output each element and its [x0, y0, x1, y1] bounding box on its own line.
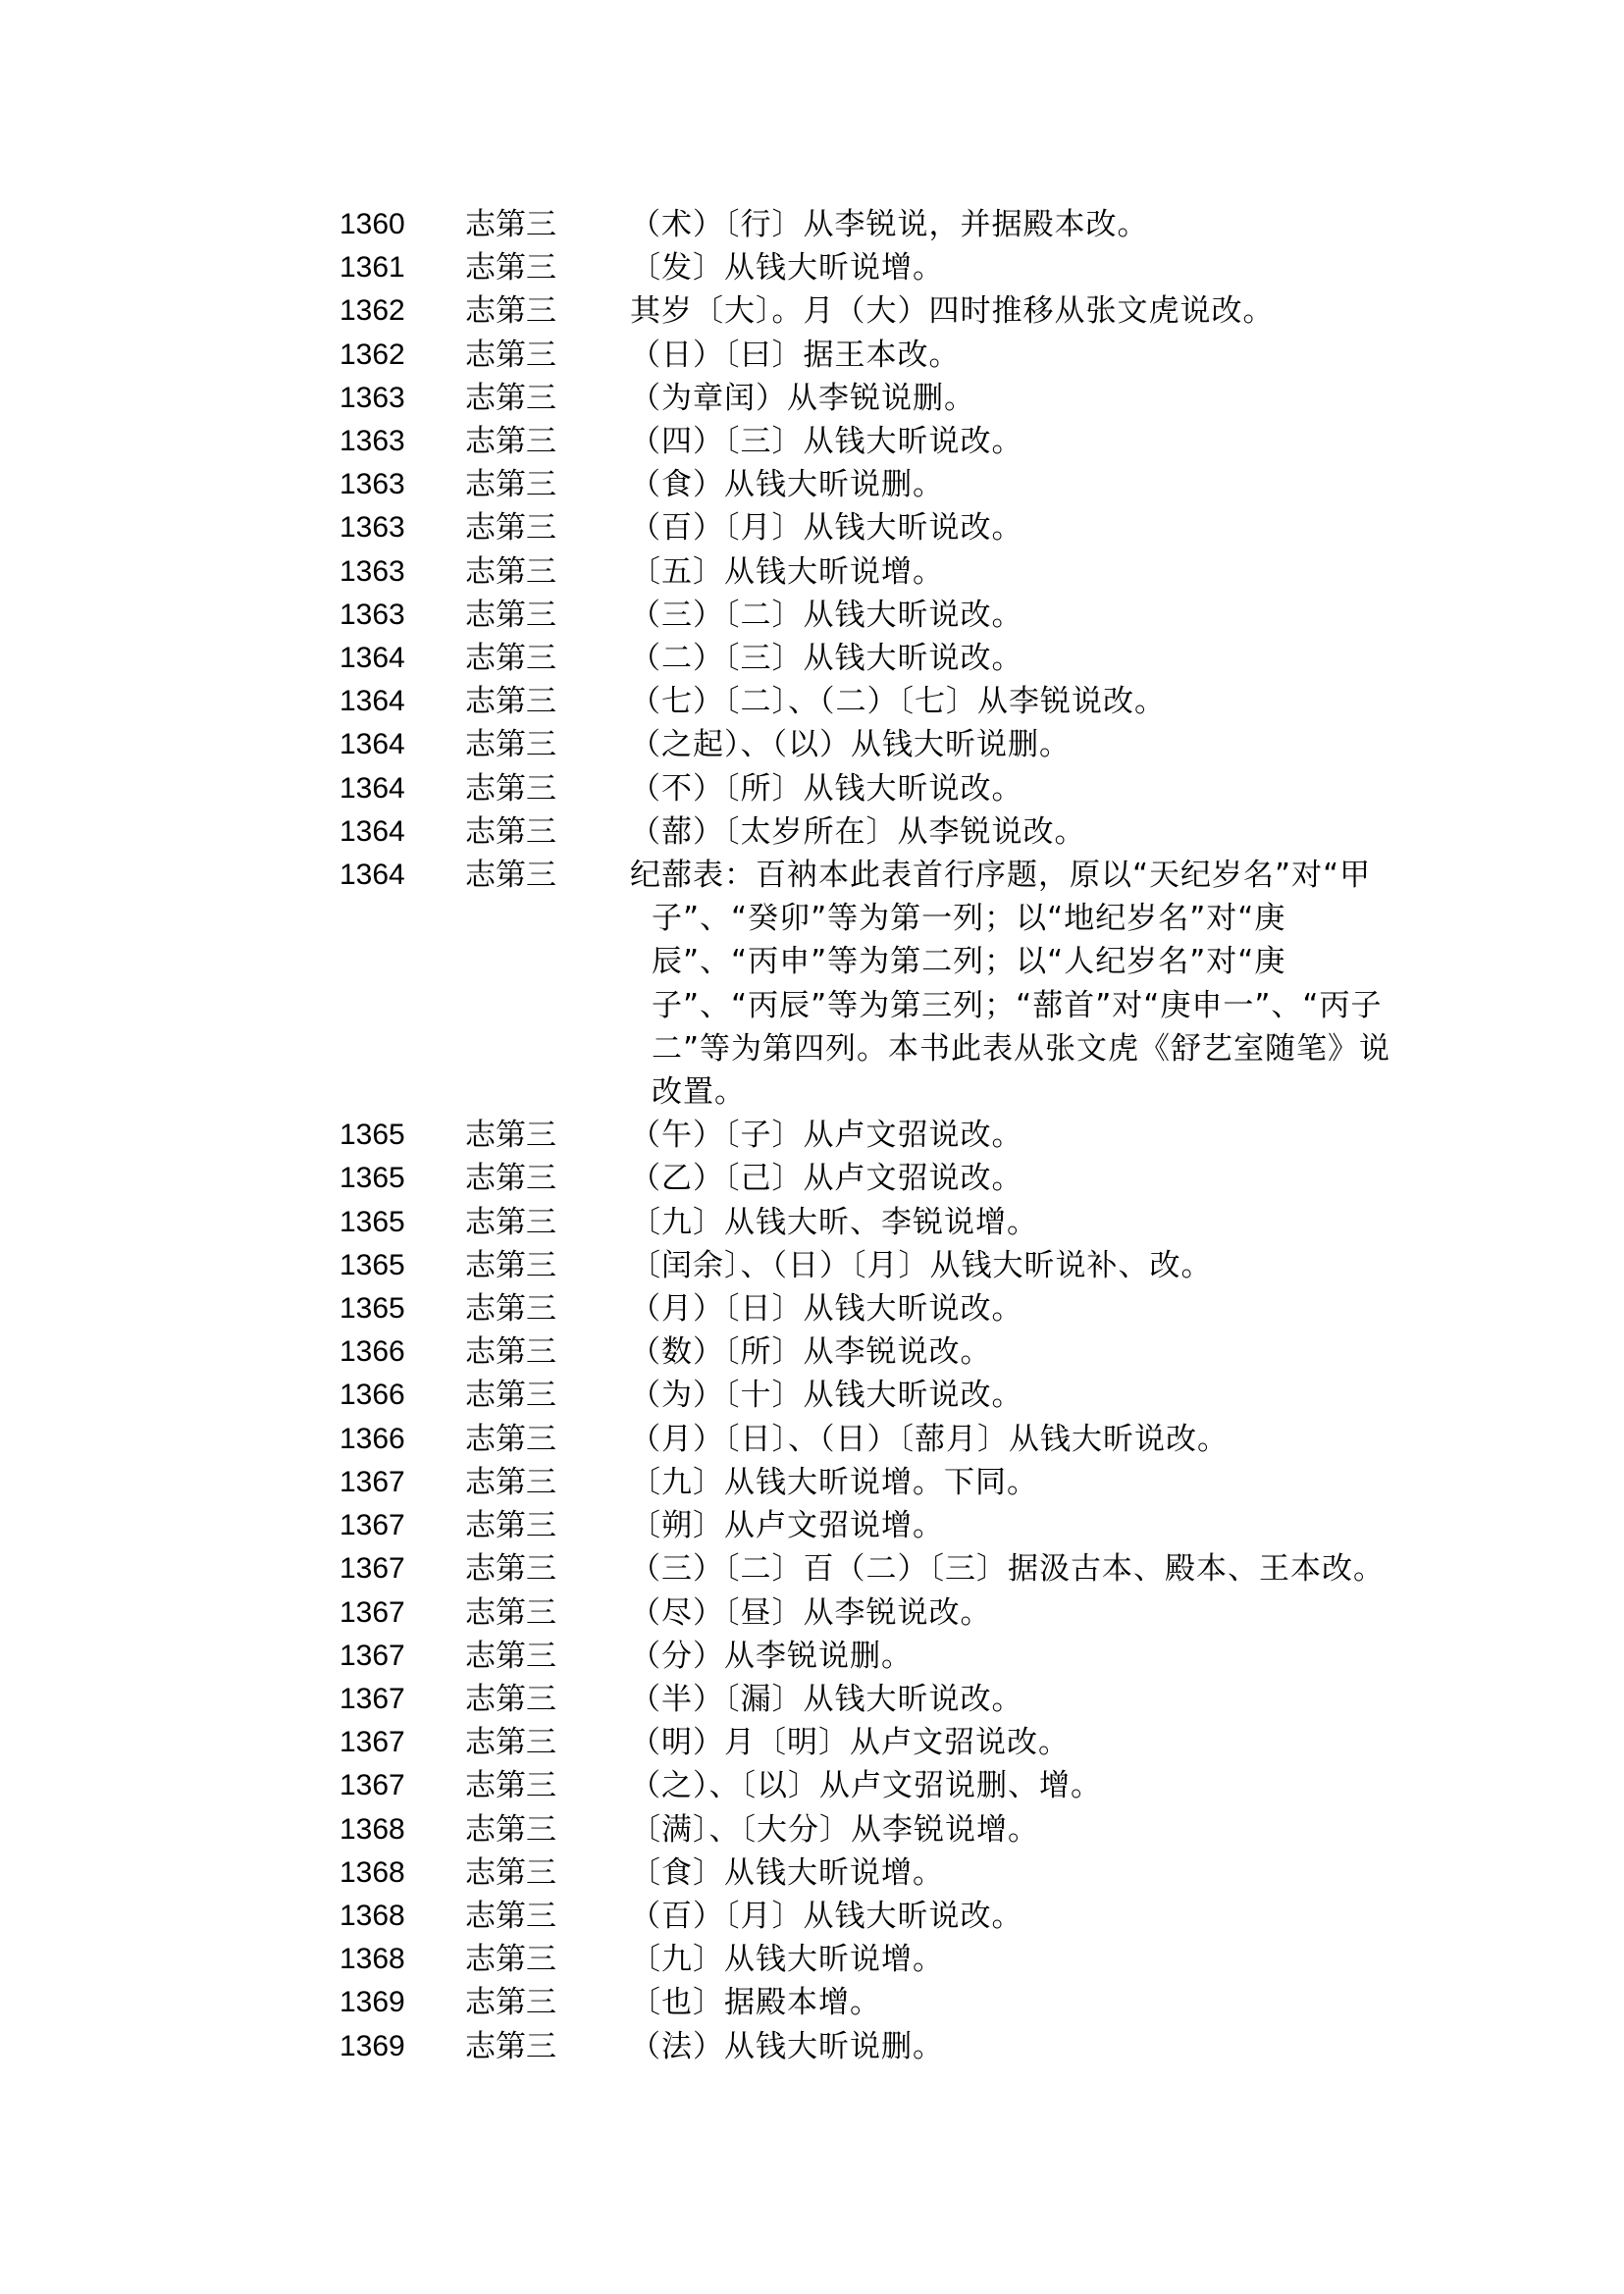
note-row	[340, 1721, 1380, 1764]
page-number: 1362	[340, 294, 405, 328]
page-number: 1367	[340, 1465, 405, 1498]
note-row	[340, 767, 1380, 810]
chapter-label: 志第三	[465, 467, 556, 503]
collation-note: （四）〔三〕从钱大昕说改。	[630, 424, 1023, 460]
page-number: 1365	[340, 1119, 405, 1152]
page-number: 1367	[340, 1726, 405, 1759]
collation-note: （午）〔子〕从卢文弨说改。	[630, 1118, 1023, 1154]
page-number: 1363	[340, 425, 405, 458]
chapter-label: 志第三	[465, 1811, 556, 1848]
note-row	[340, 1461, 1380, 1504]
note-row	[340, 1938, 1380, 1981]
collation-note: （百）〔月〕从钱大昕说改。	[630, 510, 1023, 547]
note-row	[340, 1678, 1380, 1721]
note-row	[340, 854, 1391, 1114]
note-row	[340, 1244, 1380, 1287]
page-number: 1363	[340, 511, 405, 545]
note-row	[340, 1157, 1380, 1200]
collation-note: 〔食〕从钱大昕说增。	[630, 1854, 944, 1891]
collation-note: （月）〔日〕、（日）〔蔀月〕从钱大昕说改。	[630, 1421, 1229, 1457]
page-number: 1365	[340, 1248, 405, 1281]
note-row	[340, 463, 1380, 506]
collation-note: 〔九〕从钱大昕、李锐说增。	[630, 1204, 1038, 1240]
note-row	[340, 550, 1380, 594]
page-number: 1367	[340, 1509, 405, 1542]
note-row	[340, 1851, 1380, 1895]
collation-note: （三）〔二〕百（二）〔三〕据汲古本、殿本、王本改。	[630, 1551, 1385, 1588]
page-number: 1366	[340, 1379, 405, 1412]
collation-note: （数）〔所〕从李锐说改。	[630, 1334, 992, 1371]
chapter-label: 志第三	[465, 813, 556, 850]
page-number: 1366	[340, 1422, 405, 1455]
note-row	[340, 246, 1380, 289]
chapter-label: 志第三	[465, 1681, 556, 1717]
note-row	[340, 680, 1380, 723]
page-number: 1367	[340, 1552, 405, 1586]
page-number: 1363	[340, 468, 405, 501]
collation-note: （半）〔漏〕从钱大昕说改。	[630, 1681, 1023, 1717]
chapter-label: 志第三	[465, 1551, 556, 1588]
chapter-label: 志第三	[465, 727, 556, 763]
chapter-label: 志第三	[465, 1118, 556, 1154]
chapter-label: 志第三	[465, 858, 556, 894]
chapter-label: 志第三	[465, 597, 556, 633]
chapter-label: 志第三	[465, 510, 556, 547]
note-row	[340, 1114, 1380, 1157]
collation-note: （日）〔曰〕据王本改。	[630, 337, 961, 373]
note-row	[340, 1635, 1380, 1678]
chapter-label: 志第三	[465, 553, 556, 590]
collation-note: 〔闰余〕、（日）〔月〕从钱大昕说补、改。	[630, 1247, 1213, 1283]
note-row	[340, 810, 1380, 854]
note-row	[340, 289, 1380, 333]
chapter-label: 志第三	[465, 641, 556, 677]
page-number: 1364	[340, 642, 405, 675]
page-number: 1364	[340, 859, 405, 892]
collation-note: （尽）〔昼〕从李锐说改。	[630, 1594, 992, 1631]
collation-note: （为）〔十〕从钱大昕说改。	[630, 1378, 1023, 1414]
page-number: 1368	[340, 1899, 405, 1932]
collation-note: 〔九〕从钱大昕说增。下同。	[630, 1464, 1038, 1500]
chapter-label: 志第三	[465, 770, 556, 807]
chapter-label: 志第三	[465, 207, 556, 242]
page-number: 1361	[340, 251, 405, 285]
page-number: 1367	[340, 1639, 405, 1672]
chapter-label: 志第三	[465, 684, 556, 720]
collation-notes-list	[340, 203, 1391, 2068]
chapter-label: 志第三	[465, 1334, 556, 1371]
note-row	[340, 1764, 1380, 1807]
note-row	[340, 1895, 1380, 1938]
collation-note: （百）〔月〕从钱大昕说改。	[630, 1898, 1023, 1934]
page-number: 1367	[340, 1769, 405, 1802]
chapter-label: 志第三	[465, 1247, 556, 1283]
note-row	[340, 1374, 1380, 1417]
collation-note: （蔀）〔太岁所在〕从李锐说改。	[630, 813, 1086, 850]
chapter-label: 志第三	[465, 1638, 556, 1674]
note-row	[340, 2025, 1380, 2068]
chapter-label: 志第三	[465, 1594, 556, 1631]
page-number: 1363	[340, 554, 405, 588]
collation-note: 〔九〕从钱大昕说增。	[630, 1942, 944, 1978]
note-row	[340, 506, 1380, 549]
chapter-label: 志第三	[465, 1161, 556, 1197]
collation-note: （月）〔日〕从钱大昕说改。	[630, 1291, 1023, 1328]
collation-note: （分）从李锐说删。	[630, 1638, 913, 1674]
collation-note: 〔发〕从钱大昕说增。	[630, 250, 944, 287]
note-row	[340, 1287, 1380, 1330]
collation-note: （为章闰）从李锐说删。	[630, 380, 975, 416]
note-row	[340, 420, 1380, 463]
collation-note: （法）从钱大昕说删。	[630, 2028, 944, 2064]
chapter-label: 志第三	[465, 1854, 556, 1891]
chapter-label: 志第三	[465, 250, 556, 287]
page-number: 1363	[340, 381, 405, 414]
collation-note: 纪蔀表：百衲本此表首行序题，原以“天纪岁名”对“甲子”、“癸卯”等为第一列；以“地纪岁名”对“庚辰”、“丙申”等为第二列；以“人纪岁名”对“庚子”、“丙辰”等为第三列；“蔀首”对“庚申一”、“丙子二”等为第四列。本书此表从张文虎《舒艺室随笔》说改置。	[630, 858, 1391, 1111]
note-row	[340, 203, 1380, 246]
note-row	[340, 1547, 1385, 1590]
chapter-label: 志第三	[465, 1985, 556, 2021]
page-number: 1365	[340, 1292, 405, 1326]
page-number: 1360	[340, 208, 405, 240]
note-row	[340, 1808, 1380, 1851]
note-row	[340, 723, 1380, 766]
chapter-label: 志第三	[465, 1768, 556, 1804]
collation-note: 〔朔〕从卢文弨说增。	[630, 1508, 944, 1544]
note-row	[340, 1591, 1380, 1635]
chapter-label: 志第三	[465, 1508, 556, 1544]
collation-note: （不）〔所〕从钱大昕说改。	[630, 770, 1023, 807]
page-number: 1362	[340, 338, 405, 371]
collation-note: （食）从钱大昕说删。	[630, 467, 944, 503]
collation-note: （二）〔三〕从钱大昕说改。	[630, 641, 1023, 677]
collation-note: （三）〔二〕从钱大昕说改。	[630, 597, 1023, 633]
collation-note: （七）〔二〕、（二）〔七〕从李锐说改。	[630, 684, 1166, 720]
note-row	[340, 1504, 1380, 1547]
collation-note: （乙）〔己〕从卢文弨说改。	[630, 1161, 1023, 1197]
page-number: 1367	[340, 1595, 405, 1629]
note-row	[340, 377, 1380, 420]
chapter-label: 志第三	[465, 1464, 556, 1500]
collation-note: 〔也〕据殿本增。	[630, 1985, 881, 2021]
note-row	[340, 1981, 1380, 2024]
page-number: 1364	[340, 685, 405, 718]
collation-note: 〔五〕从钱大昕说增。	[630, 553, 944, 590]
chapter-label: 志第三	[465, 1378, 556, 1414]
page-number: 1368	[340, 1855, 405, 1889]
page-number: 1364	[340, 771, 405, 805]
chapter-label: 志第三	[465, 2028, 556, 2064]
page-number: 1364	[340, 814, 405, 848]
chapter-label: 志第三	[465, 1421, 556, 1457]
page-number: 1365	[340, 1162, 405, 1195]
chapter-label: 志第三	[465, 1725, 556, 1761]
page-number: 1369	[340, 2029, 405, 2062]
page-number: 1364	[340, 728, 405, 761]
note-row	[340, 594, 1380, 637]
page-number: 1368	[340, 1812, 405, 1846]
chapter-label: 志第三	[465, 1291, 556, 1328]
chapter-label: 志第三	[465, 1898, 556, 1934]
collation-note: （之起）、（以）从钱大昕说删。	[630, 727, 1071, 763]
note-row	[340, 334, 1380, 377]
collation-note: 其岁〔大〕。月（大）四时推移从张文虎说改。	[630, 293, 1275, 330]
collation-note: （明）月〔明〕从卢文弨说改。	[630, 1725, 1070, 1761]
collation-note: 〔满〕、〔大分〕从李锐说增。	[630, 1811, 1039, 1848]
page-number: 1365	[340, 1205, 405, 1238]
note-row	[340, 1418, 1380, 1461]
chapter-label: 志第三	[465, 293, 556, 330]
page-number: 1368	[340, 1943, 405, 1976]
page-number: 1367	[340, 1682, 405, 1715]
chapter-label: 志第三	[465, 380, 556, 416]
page-number: 1363	[340, 598, 405, 631]
page-number: 1369	[340, 1986, 405, 2019]
note-row	[340, 1201, 1380, 1244]
note-row	[340, 1330, 1380, 1374]
chapter-label: 志第三	[465, 337, 556, 373]
page-number: 1366	[340, 1335, 405, 1369]
collation-note: （术）〔行〕从李锐说，并据殿本改。	[630, 207, 1149, 242]
chapter-label: 志第三	[465, 1204, 556, 1240]
collation-note: （之）、〔以〕从卢文弨说删、增。	[630, 1768, 1102, 1804]
chapter-label: 志第三	[465, 424, 556, 460]
chapter-label: 志第三	[465, 1942, 556, 1978]
note-row	[340, 637, 1380, 680]
